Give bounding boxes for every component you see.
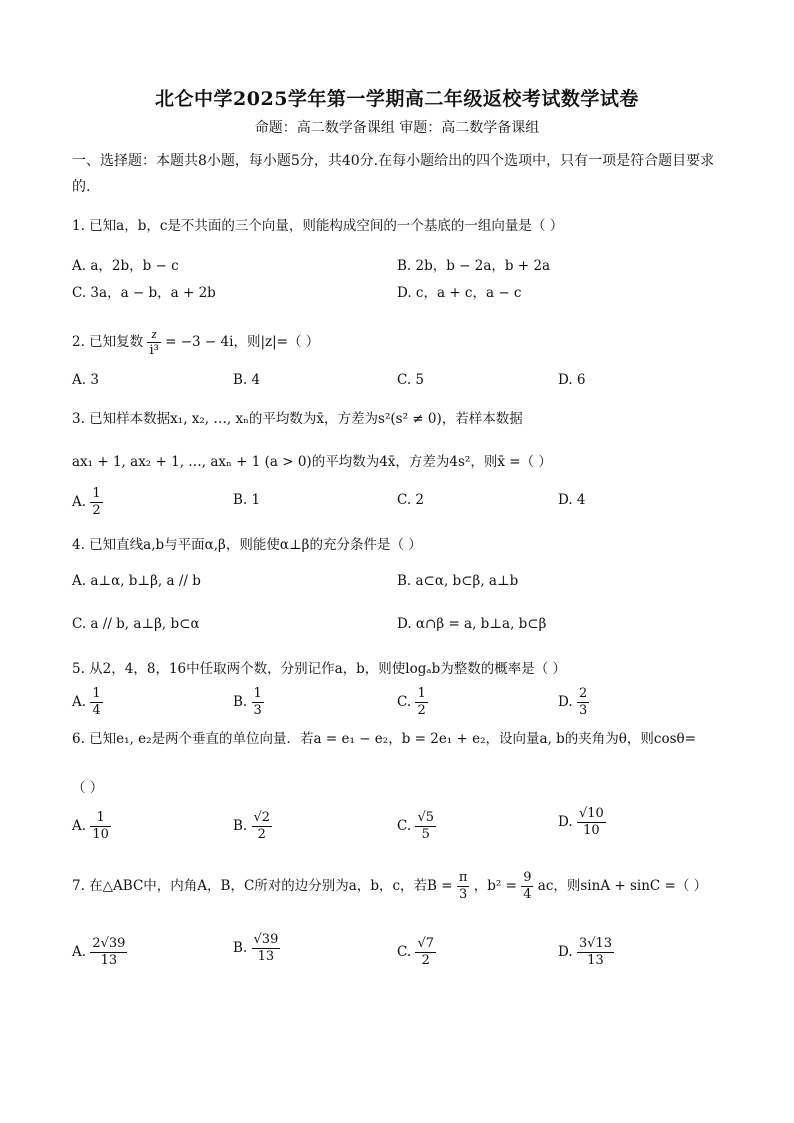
q2-option-c: C. 5 [397,372,425,388]
q7-k-den: 4 [523,887,532,902]
q7-c-num: √7 [417,936,434,951]
q5-a-num: 1 [92,686,101,701]
q5-option-b-label: B. [233,694,248,710]
q7-b-num: √39 [253,932,279,947]
q7-pi-num: π [458,870,468,885]
q6-option-c [397,810,436,843]
q6-option-a-frac [90,810,111,843]
q6-option-b-label: B. [233,818,248,834]
q3-line1: 3. 已知样本数据x₁, x₂, …, xₙ的平均数为x̄，方差为s²(s² ≠ 0)，若样本数据 [72,411,523,427]
q6-option-c-label: C. [397,818,412,834]
q6-d-den: 10 [583,823,600,838]
q7-b-den: 13 [257,949,275,964]
q5-option-a-frac [90,686,102,719]
q6-c-num: √5 [417,810,434,825]
q2-frac-num: z [147,326,160,343]
q5-option-b [233,686,264,719]
q6-b-den: 2 [257,827,266,842]
q5-a-den: 4 [92,703,101,718]
q7-option-c-frac [415,936,436,969]
q7-option-d-frac [577,936,614,969]
q7-d-den: 13 [587,953,604,968]
q7-stem-post: ac，则sinA + sinC =（ ） [537,878,708,894]
q3-option-a-frac [90,486,102,519]
q2-stem-post: = −3 − 4i，则|z|=（ ） [165,334,320,350]
q5-option-a-label: A. [72,694,87,710]
q4-option-a: A. a⊥α, b⊥β, a // b [72,573,201,589]
q5-stem: 5. 从2，4，8，16中任取两个数，分别记作a，b，则使logₐb为整数的概率是（ ） [72,661,567,677]
q6-a-num: 1 [90,810,111,827]
q6-option-d-frac [577,806,606,839]
q5-option-b-frac [252,686,264,719]
exam-title: 北仑中学2025学年第一学期高二年级返校考试数学试卷 [155,88,639,110]
q7-d-num: 3√13 [578,936,613,951]
q4-option-d: D. α∩β = a, b⊥a, b⊂β [397,616,547,632]
q7-k-num: 9 [523,870,532,885]
q5-option-d-frac [577,686,589,719]
q7-option-b-frac [252,932,281,965]
q3-a-num: 1 [92,486,101,501]
q7-option-d [558,936,614,969]
q6-answer-paren: （ ） [72,780,104,796]
exam-subtitle: 命题：高二数学备课组 审题：高二数学备课组 [254,120,540,136]
q7-k-frac [521,870,533,903]
q6-b-num: √2 [253,810,271,825]
q3-option-a-label: A. [72,494,87,510]
q2-fraction [147,326,160,359]
q1-stem: 1. 已知a，b，c是不共面的三个向量，则能构成空间的一个基底的一组向量是（ ） [72,218,564,234]
q6-a-den: 10 [92,827,109,842]
q6-d-num: √10 [578,806,604,821]
q5-option-c-label: C. [397,694,412,710]
q7-option-d-label: D. [558,944,573,960]
section-instructions: 一、选择题：本题共8小题，每小题5分，共40分.在每小题给出的四个选项中，只有一项是符合题目要求的. [72,153,715,195]
q6-stem: 6. 已知e₁, e₂是两个垂直的单位向量．若a = e₁ − e₂，b = 2e₁ + e₂，设向量a, b的夹角为θ，则cosθ= [72,731,696,747]
q7-a-den: 13 [100,953,118,968]
q6-option-a-label: A. [72,818,87,834]
q7-stem-mid: ，b² = [473,878,517,894]
q3-option-b: B. 1 [233,492,261,508]
q6-option-d-label: D. [558,814,573,830]
q6-option-b [233,810,272,843]
q5-d-den: 3 [578,703,588,718]
q6-option-a [72,810,111,843]
q7-stem [72,870,707,903]
q3-line2: ax₁ + 1, ax₂ + 1, …, axₙ + 1 (a > 0)的平均数为4x̄，方差为4s²，则x̄ =（ ） [72,454,552,470]
q2-stem-pre: 2. 已知复数 [72,334,144,350]
q7-stem-pre: 7. 在△ABC中，内角A，B，C所对的边分别为a，b，c，若B = [72,878,453,894]
q7-a-num: 2√39 [92,936,126,951]
q5-option-a [72,686,103,719]
q7-pi-den: 3 [459,887,468,902]
q7-option-a [72,936,127,969]
q7-option-a-frac [90,936,127,969]
q2-option-b: B. 4 [233,372,261,388]
q7-option-b [233,932,280,965]
q7-option-c [397,936,436,969]
q2-stem [72,326,319,359]
q7-c-den: 2 [421,953,430,968]
q5-b-den: 3 [253,703,262,718]
q1-option-a: A. a，2b，b − c [72,258,179,274]
q4-option-c: C. a // b, a⊥β, b⊂α [72,616,200,632]
q6-c-den: 5 [421,827,430,842]
q5-option-c-frac [415,686,427,719]
q2-option-a: A. 3 [72,372,99,388]
q3-a-den: 2 [92,503,101,518]
q6-option-d [558,806,606,839]
q5-option-d [558,686,589,719]
q7-option-c-label: C. [397,944,412,960]
q2-option-d: D. 6 [558,372,586,388]
q6-option-b-frac [252,810,273,843]
q2-frac-den: i³ [149,343,159,358]
q7-option-b-label: B. [233,940,248,956]
q7-pi-frac [457,870,470,903]
q5-c-den: 2 [417,703,426,718]
q5-d-num: 2 [578,686,588,701]
q5-option-d-label: D. [558,694,573,710]
q1-option-d: D. c，a + c，a − c [397,285,522,301]
q5-c-num: 1 [417,686,426,701]
q1-option-c: C. 3a，a − b，a + 2b [72,285,216,301]
q3-option-c: C. 2 [397,492,425,508]
q4-stem: 4. 已知直线a,b与平面α,β，则能使α⊥β的充分条件是（ ） [72,537,422,553]
q1-option-b: B. 2b，b − 2a，b + 2a [397,258,551,274]
q3-option-a [72,486,103,519]
q7-option-a-label: A. [72,944,87,960]
q5-option-c [397,686,428,719]
q4-option-b: B. a⊂α, b⊂β, a⊥b [397,573,519,589]
q6-option-c-frac [415,810,436,843]
q3-option-d: D. 4 [558,492,586,508]
q5-b-num: 1 [253,686,262,701]
